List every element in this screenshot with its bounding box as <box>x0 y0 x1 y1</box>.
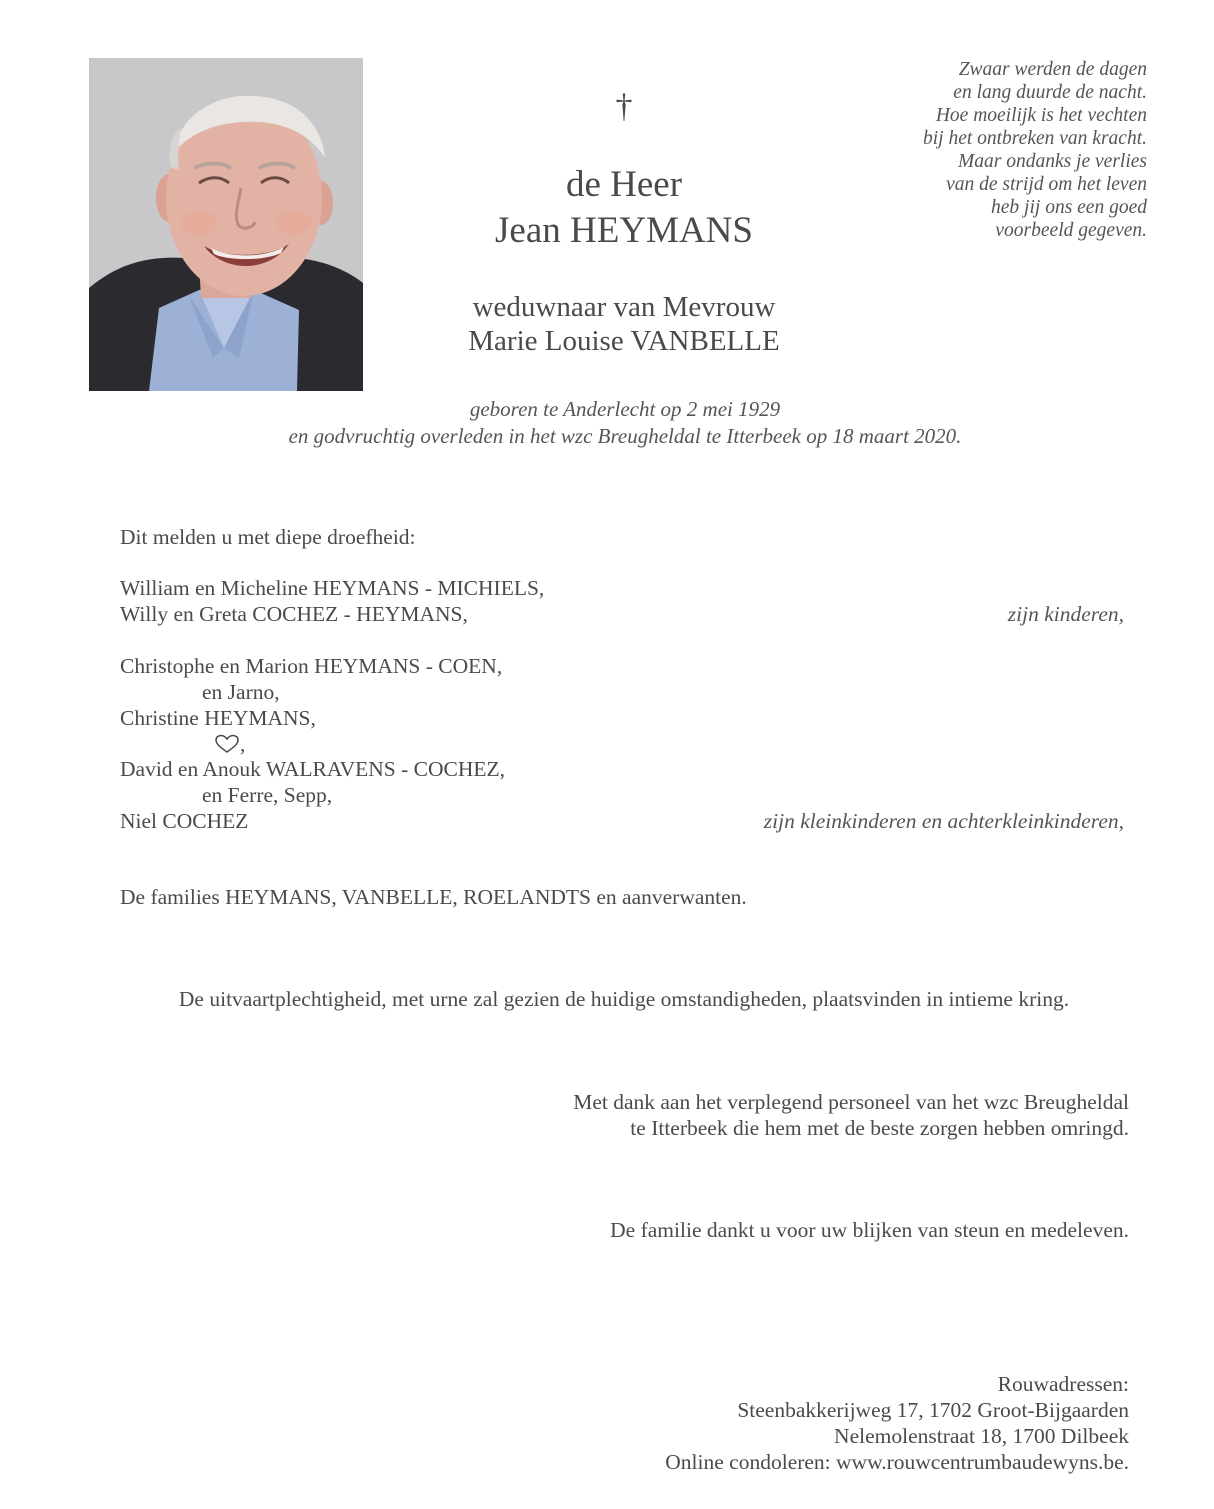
life-dates <box>150 396 1100 450</box>
child-line: Willy en Greta COCHEZ - HEYMANS, <box>120 602 468 626</box>
heart-suffix: , <box>240 732 246 756</box>
grandchild-line: en Jarno, <box>202 680 280 704</box>
spouse-block <box>374 290 874 358</box>
poem-line: Zwaar werden de dagen <box>958 59 1147 80</box>
poem-line: voorbeeld gegeven. <box>995 220 1147 241</box>
grandchild-line: en Ferre, Sepp, <box>202 783 333 807</box>
grandchild-line: Christine HEYMANS, <box>120 706 316 730</box>
announcement-intro: Dit melden u met diepe droefheid: <box>120 525 416 549</box>
portrait-photo <box>89 58 363 391</box>
grandchild-line: Christophe en Marion HEYMANS - COEN, <box>120 654 503 678</box>
heart-icon <box>214 734 240 754</box>
child-line: William en Micheline HEYMANS - MICHIELS, <box>120 576 545 600</box>
address-line: Steenbakkerijweg 17, 1702 Groot-Bijgaarden <box>737 1398 1129 1422</box>
spouse-name: Marie Louise VANBELLE <box>468 325 780 357</box>
online-condolence-line: Online condoleren: www.rouwcentrumbaudewyns.be. <box>665 1450 1129 1474</box>
poem-line: van de strijd om het leven <box>946 174 1147 195</box>
grandchild-line: David en Anouk WALRAVENS - COCHEZ, <box>120 757 506 781</box>
family-thanks: De familie dankt u voor uw blijken van steun en medeleven. <box>610 1218 1129 1242</box>
children-role: zijn kinderen, <box>1007 602 1124 626</box>
address-line: Nelemolenstraat 18, 1700 Dilbeek <box>834 1424 1129 1448</box>
addresses-heading: Rouwadressen: <box>997 1372 1129 1396</box>
deceased-name-block <box>374 162 874 254</box>
title-honorific: de Heer <box>565 164 683 205</box>
poem-line: bij het ontbreken van kracht. <box>922 128 1147 149</box>
funeral-notice: De uitvaartplechtigheid, met urne zal gezien de huidige omstandigheden, plaatsvinden in intieme kring. <box>178 987 1070 1011</box>
thanks-line: Met dank aan het verplegend personeel van het wzc Breugheldal <box>573 1090 1129 1114</box>
cross-icon: † <box>615 88 633 125</box>
grandchildren-role: zijn kleinkinderen en achterkleinkinderen, <box>763 809 1124 833</box>
poem <box>850 58 1147 242</box>
poem-line: Maar ondanks je verlies <box>957 151 1147 172</box>
grandchild-line <box>214 731 245 757</box>
death-line: en godvruchtig overleden in het wzc Breugheldal te Itterbeek op 18 maart 2020. <box>288 424 962 448</box>
deceased-name: Jean HEYMANS <box>495 210 753 251</box>
portrait-illustration <box>89 58 363 391</box>
poem-line: Hoe moeilijk is het vechten <box>935 105 1147 126</box>
families-line: De families HEYMANS, VANBELLE, ROELANDTS en aanverwanten. <box>120 885 747 909</box>
birth-line: geboren te Anderlecht op 2 mei 1929 <box>469 397 781 421</box>
grandchild-line: Niel COCHEZ <box>120 809 249 833</box>
poem-line: heb jij ons een goed <box>991 197 1147 218</box>
thanks-line: te Itterbeek die hem met de beste zorgen hebben omringd. <box>630 1116 1129 1140</box>
poem-line: en lang duurde de nacht. <box>953 82 1147 103</box>
widower-label: weduwnaar van Mevrouw <box>472 291 776 323</box>
